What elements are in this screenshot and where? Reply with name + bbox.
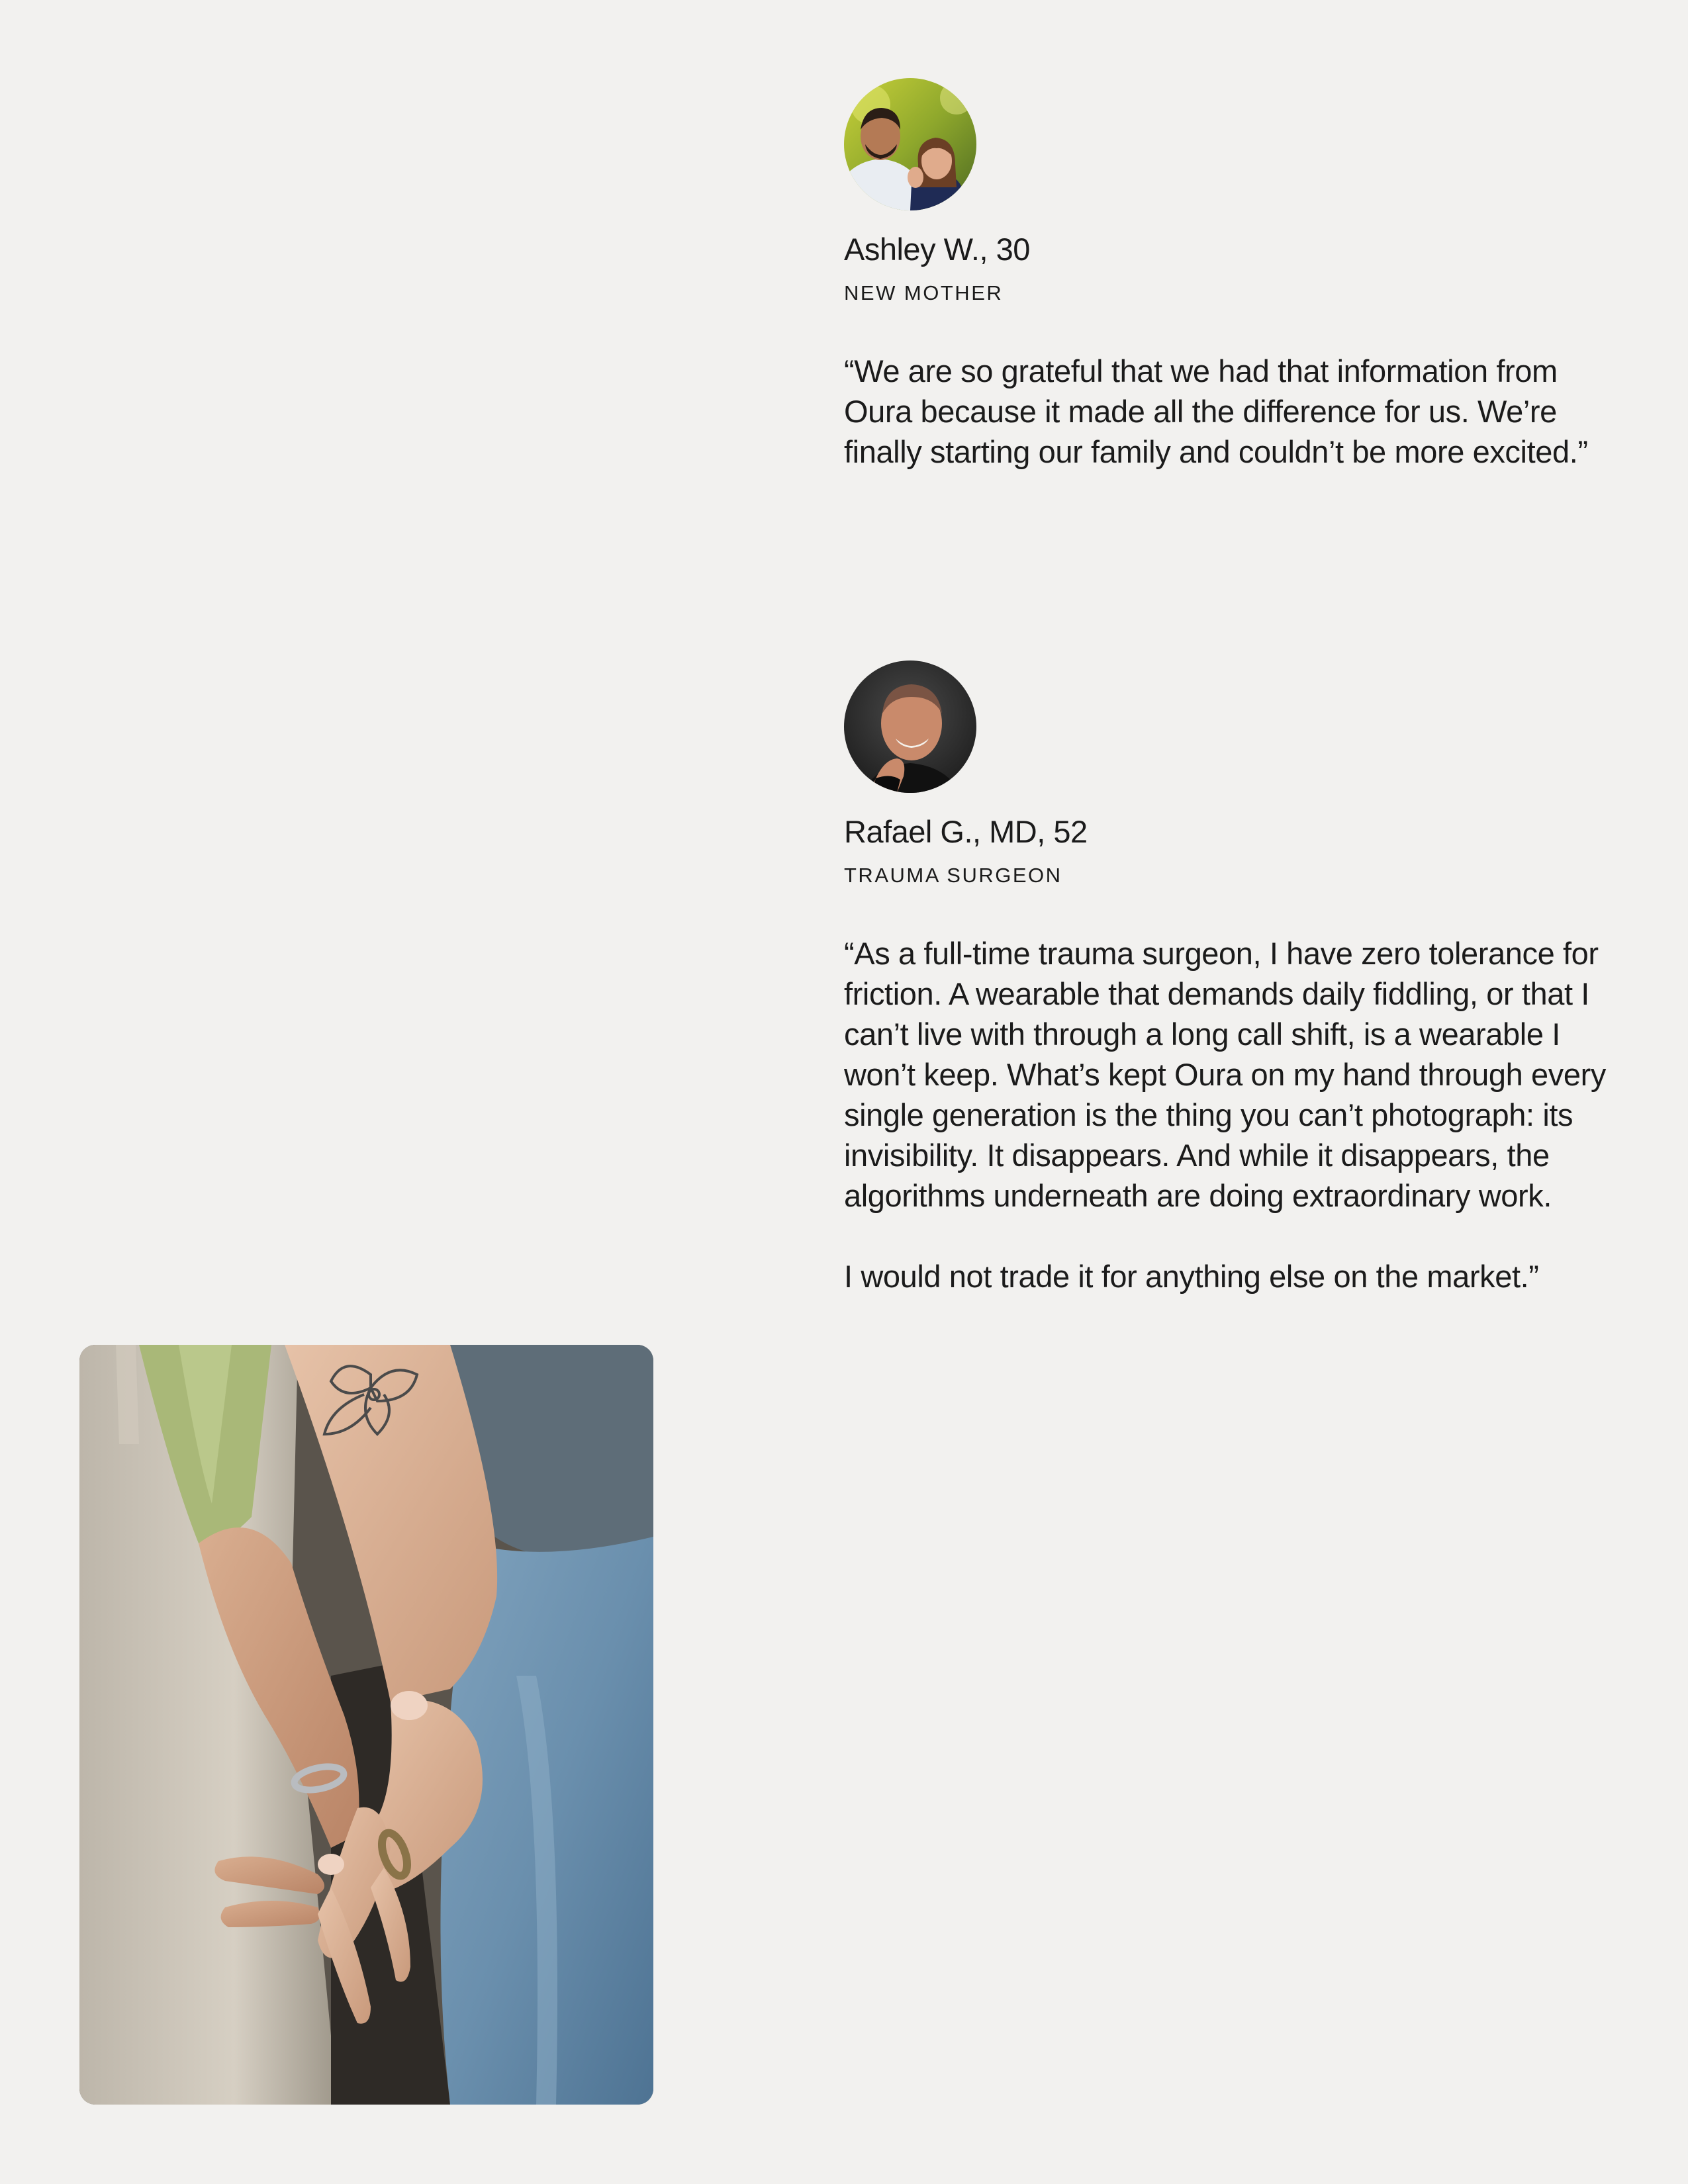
avatar-ashley: [844, 78, 976, 210]
testimonial-name: Rafael G., MD, 52: [844, 814, 1088, 849]
testimonial-card-ashley: [844, 78, 1625, 472]
testimonial-quote: “We are so grateful that we had that information from Oura because it made all the difference for us. We’re finally starting our family and couldn’t be more excited.”: [844, 353, 1588, 469]
avatar-rafael: [844, 660, 976, 793]
testimonial-role: TRAUMA SURGEON: [844, 864, 1062, 887]
testimonial-name: Ashley W., 30: [844, 232, 1030, 267]
testimonial-card-rafael: [844, 660, 1625, 1297]
testimonial-role: NEW MOTHER: [844, 281, 1004, 304]
testimonial-quote: “As a full-time trauma surgeon, I have zero tolerance for friction. A wearable that demands daily fiddling, or that I can’t live with through a long call shift, is a wearable I won’t keep. What’s kept Oura on my hand through every single generation is the thing you can’t photograph: its invisibility. It disappears. And while it disappears, the algorithms underneath are doing extraordinary work. I would not trade it for anything else on the market.”: [844, 936, 1606, 1294]
holding-hands-photo: [79, 1345, 653, 2105]
